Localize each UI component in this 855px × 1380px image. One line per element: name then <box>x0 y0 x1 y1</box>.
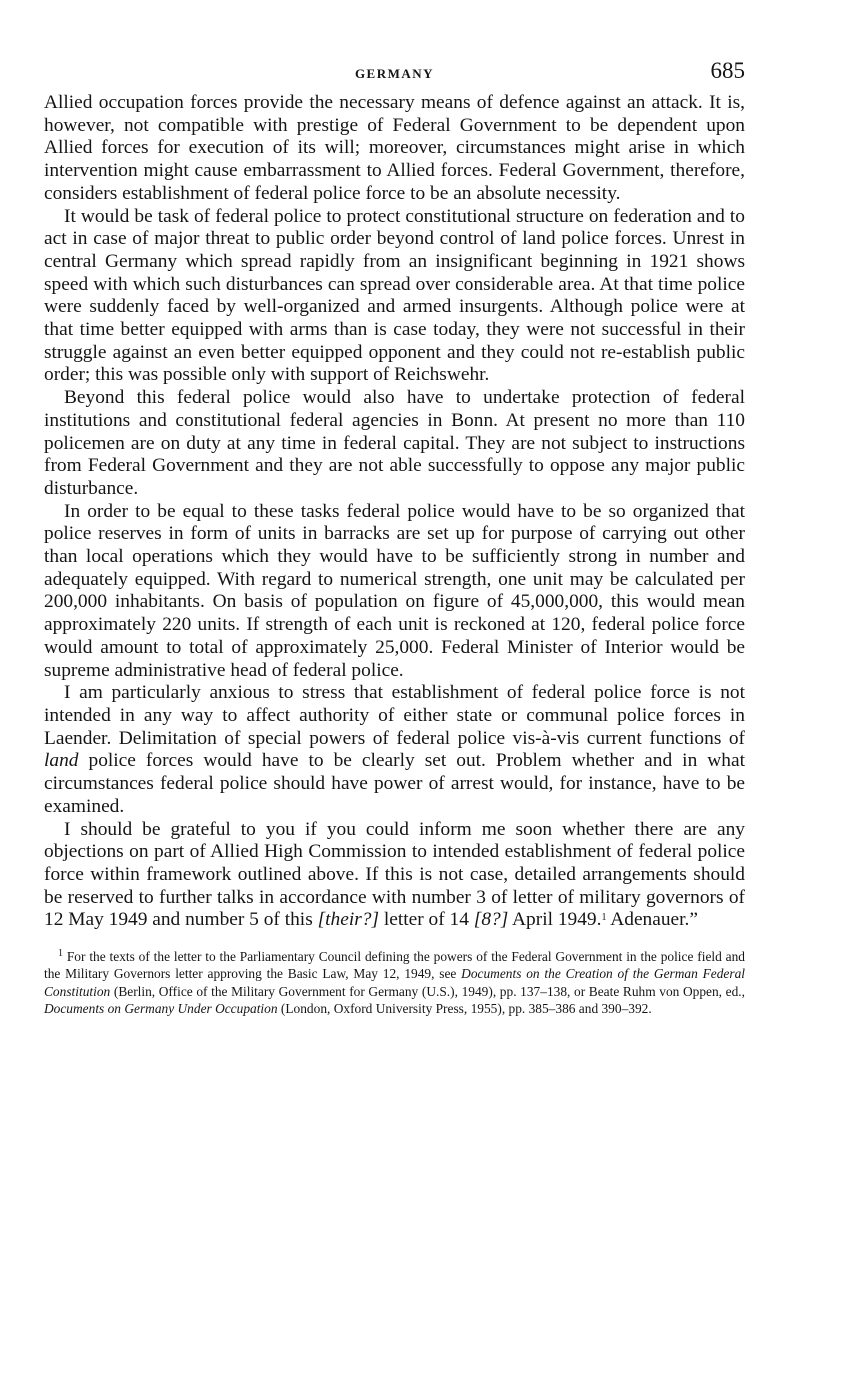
paragraph-1: Allied occupation forces provide the necessary means of defence against an attack. It is, however, not compatible with prestige of Federal Government to be dependent upon Allied forces for execution of its will; moreover, circumstances might arise in which intervention might cause embarrassment to Allied forces. Federal Government, therefore, considers establishment of federal police force to be an absolute necessity. <box>44 92 745 204</box>
paragraph-6-signature: Adenauer.” <box>606 909 698 931</box>
document-page <box>44 56 745 1017</box>
footnote-reference: 1 <box>601 912 607 924</box>
paragraph-6-text-a: I should be grateful to you if you could inform me soon whether there are any objections on part of Allied High Commission to intended establishment of federal police force within framework outlined above. If this is not case, detailed arrangements should be reserved to further talks in accordance with number 3 of letter of military governors of 12 May 1949 and number 5 of this <box>44 818 745 931</box>
paragraph-2: It would be task of federal police to protect constitutional structure on federation and to act in case of major threat to public order beyond control of land police forces. Unrest in central Germany which spread rapidly from an insignificant beginning in 1921 shows speed with which such disturbances can spread over considerable area. At that time police were suddenly faced by well-organized and armed insurgents. Although police were at that time better equipped with arms than is case today, they were not successful in their struggle against an even better equipped opponent and they could not re-establish public order; this was possible only with support of Reichswehr. <box>44 205 745 386</box>
paragraph-5-italic-land: land <box>44 750 79 772</box>
paragraph-6-bracket-date: [8?] <box>473 909 509 931</box>
paragraph-6 <box>44 819 745 933</box>
paragraph-5-text-b: police forces would have to be clearly set out. Problem whether and in what circumstances federal police should have power of arrest would, for instance, have to be examined. <box>44 750 745 817</box>
paragraph-6-text-b: letter of 14 <box>379 909 474 931</box>
footnote-text-a: For the texts of the letter to the Parliamentary Council defining the powers of the Federal Government in the police field and the Military Governors letter approving the Basic Law, May 12, 1949, see <box>44 949 745 982</box>
paragraph-6-bracket-their: [their?] <box>317 909 380 931</box>
footnotes <box>44 948 745 1017</box>
footnote-title-2: Documents on Germany Under Occupation <box>44 1000 278 1016</box>
body-text <box>44 92 745 932</box>
paragraph-5-text-a: I am particularly anxious to stress that establishment of federal police force is not intended in any way to affect authority of either state or communal police forces in Laender. Delimitation of special powers of federal police vis-à-vis current functions of <box>44 682 745 749</box>
paragraph-3: Beyond this federal police would also have to undertake protection of federal institutions and constitutional federal agencies in Bonn. At present no more than 110 policemen are on duty at any time in federal capital. They are not subject to instructions from Federal Government and they are not able successfully to oppose any major public disturbance. <box>44 387 745 499</box>
footnote-text-c: (London, Oxford University Press, 1955), pp. 385–386 and 390–392. <box>277 1000 652 1016</box>
footnote-text-b: (Berlin, Office of the Military Government for Germany (U.S.), 1949), pp. 137–138, or Beate Ruhm von Oppen, ed., <box>110 983 745 999</box>
page-number: 685 <box>710 58 745 83</box>
paragraph-6-text-c: April 1949. <box>508 909 602 931</box>
footnote-1 <box>44 948 745 1017</box>
running-head: GERMANY <box>354 66 435 81</box>
page-header <box>44 56 745 92</box>
footnote-marker: 1 <box>58 948 63 960</box>
paragraph-4: In order to be equal to these tasks federal police would have to be so organized that police reserves in form of units in barracks are set up for purpose of carrying out other than local operations which they would have to be sufficiently strong in number and adequately equipped. With regard to numerical strength, one unit may be calculated per 200,000 inhabitants. On basis of population on figure of 45,000,000, this would mean approximately 220 units. If strength of each unit is reckoned at 120, federal police force would amount to total of approximately 25,000. Federal Minister of Interior would be supreme administrative head of federal police. <box>44 500 745 681</box>
footnote-title-1: Documents on the Creation of the German Federal Constitution <box>44 966 745 999</box>
paragraph-5 <box>44 682 745 818</box>
